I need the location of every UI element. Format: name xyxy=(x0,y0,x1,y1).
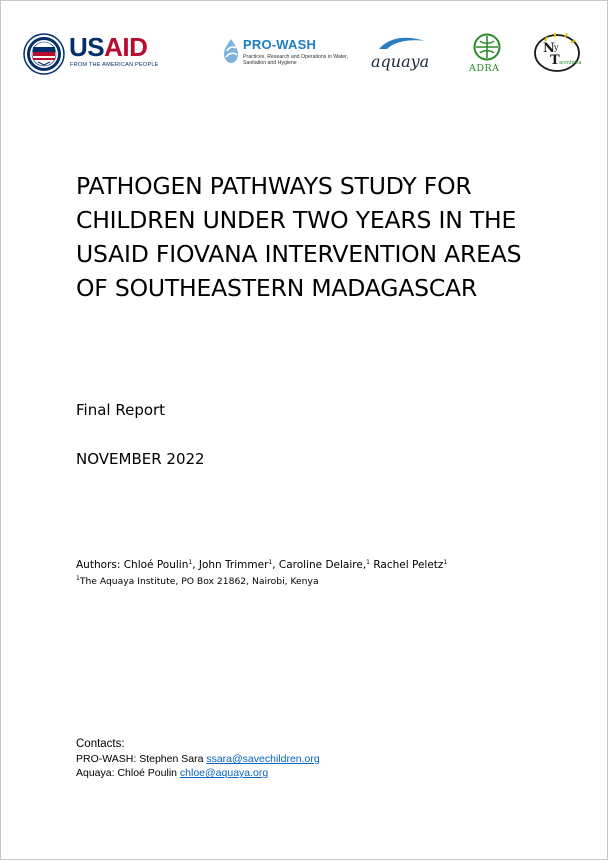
adra-logo xyxy=(467,33,507,79)
contact-prowash xyxy=(76,753,320,765)
usaid-word-us: US xyxy=(69,32,105,62)
usaid-logo xyxy=(23,29,168,79)
author-affiliation-mark: 1 xyxy=(188,559,193,566)
author-name: Rachel Peletz xyxy=(373,559,444,571)
contact-person: Chloé Poulin xyxy=(117,767,177,779)
aquaya-name: aquaya xyxy=(371,52,430,71)
usaid-word-aid: AID xyxy=(104,32,148,62)
svg-text:N: N xyxy=(543,41,555,56)
report-subtitle: Final Report xyxy=(76,401,166,419)
aquaya-logo xyxy=(369,35,435,75)
affiliation-line xyxy=(76,575,319,587)
ny-tanintsika-emblem-icon xyxy=(533,33,581,73)
contact-org: PRO-WASH: xyxy=(76,753,137,765)
authors-line: Authors: Chloé Poulin$^1$, John Trimmer$^1$, Caroline Delaire,$^1$ Rachel Peletz$^1$ xyxy=(76,559,448,571)
logo-strip xyxy=(23,29,593,81)
contact-email-link[interactable]: chloe@aquaya.org xyxy=(179,767,269,779)
ny-tanintsika-logo xyxy=(533,33,583,73)
usaid-seal-icon xyxy=(23,33,65,75)
usaid-tagline: FROM THE AMERICAN PEOPLE xyxy=(70,62,159,68)
author-name: Caroline Delaire, xyxy=(278,559,367,571)
adra-name: ADRA xyxy=(469,63,500,74)
contacts-heading: Contacts: xyxy=(76,738,125,750)
affiliation-text: The Aquaya Institute, PO Box 21862, Nairobi, Kenya xyxy=(79,576,319,587)
prowash-logo xyxy=(221,37,351,79)
author-name: Chloé Poulin xyxy=(123,559,189,571)
report-date: NOVEMBER 2022 xyxy=(76,450,205,468)
contact-aquaya xyxy=(76,767,268,779)
prowash-subtitle: Practices, Research and Operations in Water, Sanitation and Hygiene xyxy=(243,54,349,67)
aquaya-wave-icon xyxy=(377,35,427,53)
author-affiliation-mark: 1 xyxy=(268,559,273,566)
author-affiliation-mark: 1 xyxy=(366,559,370,566)
prowash-drop-icon xyxy=(221,37,241,67)
author-affiliation-mark: 1 xyxy=(443,559,448,566)
report-title: PATHOGEN PATHWAYS STUDY FOR CHILDREN UNDER TWO YEARS IN THE USAID FIOVANA INTERVENTION AREAS OF SOUTHEASTERN MADAGASCAR xyxy=(76,172,522,302)
authors-label: Authors: xyxy=(76,559,121,571)
author-name: John Trimmer xyxy=(198,559,269,571)
affiliation-mark: 1 xyxy=(76,575,80,582)
svg-text:T: T xyxy=(550,53,560,68)
contact-org: Aquaya: xyxy=(76,767,115,779)
prowash-name: PRO-WASH xyxy=(243,37,317,52)
svg-text:anintsika: anintsika xyxy=(559,60,581,66)
adra-emblem-icon xyxy=(473,33,501,61)
contact-person: Stephen Sara xyxy=(139,753,204,765)
contact-email-link[interactable]: ssara@savechildren.org xyxy=(206,753,320,765)
svg-text:y: y xyxy=(554,43,559,52)
usaid-wordmark xyxy=(69,33,147,61)
